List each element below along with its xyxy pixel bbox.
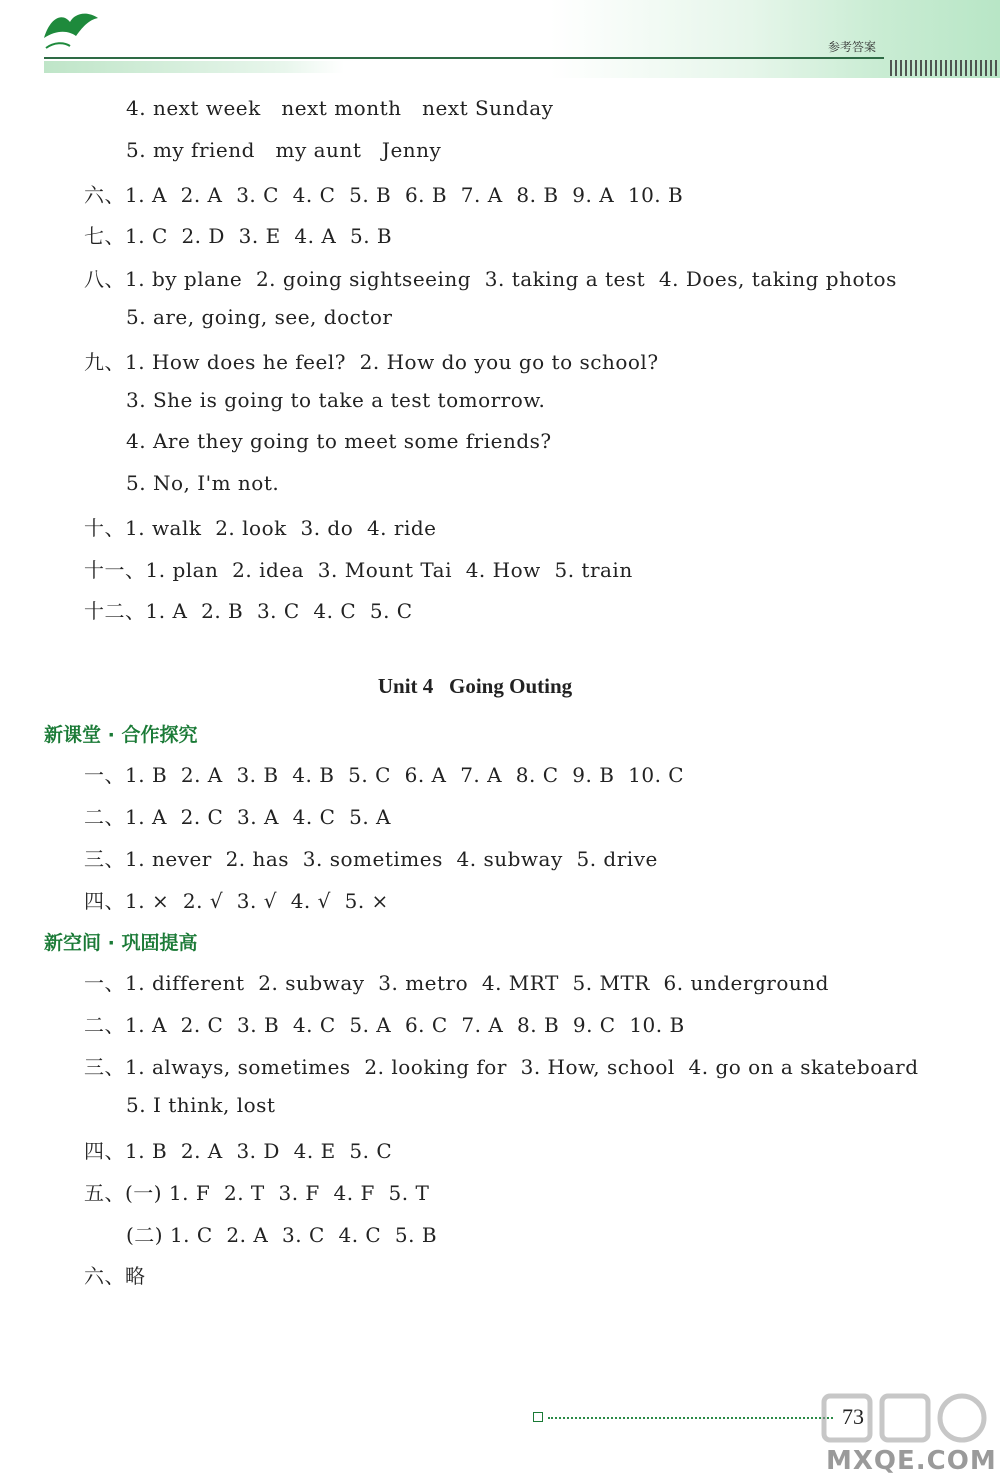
header-stripe <box>44 61 344 73</box>
barcode-decoration <box>890 60 998 76</box>
page-number: 73 <box>842 1404 864 1429</box>
answer-line: 二、1. A 2. C 3. B 4. C 5. A 6. C 7. A 8. B 9. C 10. B <box>84 1013 685 1037</box>
answer-line: 四、1. B 2. A 3. D 4. E 5. C <box>84 1139 393 1163</box>
answer-line: 四、1. × 2. √ 3. √ 4. √ 5. × <box>84 889 389 913</box>
leaf-logo-icon <box>40 8 102 60</box>
answer-line: 一、1. different 2. subway 3. metro 4. MRT 5. MTR 6. underground <box>84 971 829 995</box>
footer-square-icon <box>533 1412 543 1422</box>
header-rule <box>44 57 884 59</box>
section-heading: 新空间 · 巩固提高 <box>44 932 198 954</box>
answer-line: 七、1. C 2. D 3. E 4. A 5. B <box>84 224 393 248</box>
unit-title: Unit 4 Going Outing <box>377 674 573 698</box>
answer-line: 5. I think, lost <box>126 1093 276 1117</box>
answer-line: 十一、1. plan 2. idea 3. Mount Tai 4. How 5. train <box>84 558 633 582</box>
watermark-text: MXQE.COM <box>826 1446 997 1476</box>
answer-line: 六、1. A 2. A 3. C 4. C 5. B 6. B 7. A 8. B 9. A 10. B <box>84 183 684 207</box>
answer-line: 十、1. walk 2. look 3. do 4. ride <box>84 516 437 540</box>
section-heading: 新课堂 · 合作探究 <box>44 724 198 746</box>
answer-line: 4. next week next month next Sunday <box>126 96 554 120</box>
answer-line: 二、1. A 2. C 3. A 4. C 5. A <box>84 805 391 829</box>
answer-line: 八、1. by plane 2. going sightseeing 3. taking a test 4. Does, taking photos <box>84 267 897 291</box>
answer-line: 十二、1. A 2. B 3. C 4. C 5. C <box>84 599 413 623</box>
footer-dotted-rule <box>548 1417 833 1419</box>
answer-line: 六、略 <box>84 1264 146 1288</box>
answer-line: 4. Are they going to meet some friends? <box>126 429 552 453</box>
answer-line: 5. my friend my aunt Jenny <box>126 138 442 162</box>
answer-line: 三、1. always, sometimes 2. looking for 3. How, school 4. go on a skateboard <box>84 1055 919 1079</box>
answer-line: 5. No, I'm not. <box>126 471 280 495</box>
answer-line: 5. are, going, see, doctor <box>126 305 393 329</box>
answer-line: 一、1. B 2. A 3. B 4. B 5. C 6. A 7. A 8. C 9. B 10. C <box>84 763 685 787</box>
answer-line: 3. She is going to take a test tomorrow. <box>126 388 546 412</box>
answer-line: 九、1. How does he feel? 2. How do you go to school? <box>84 350 659 374</box>
answer-line: 三、1. never 2. has 3. sometimes 4. subway 5. drive <box>84 847 658 871</box>
answer-line: 五、(一) 1. F 2. T 3. F 4. F 5. T <box>84 1181 430 1205</box>
header-title: 参考答案 <box>828 40 877 54</box>
answer-line: (二) 1. C 2. A 3. C 4. C 5. B <box>126 1223 438 1247</box>
